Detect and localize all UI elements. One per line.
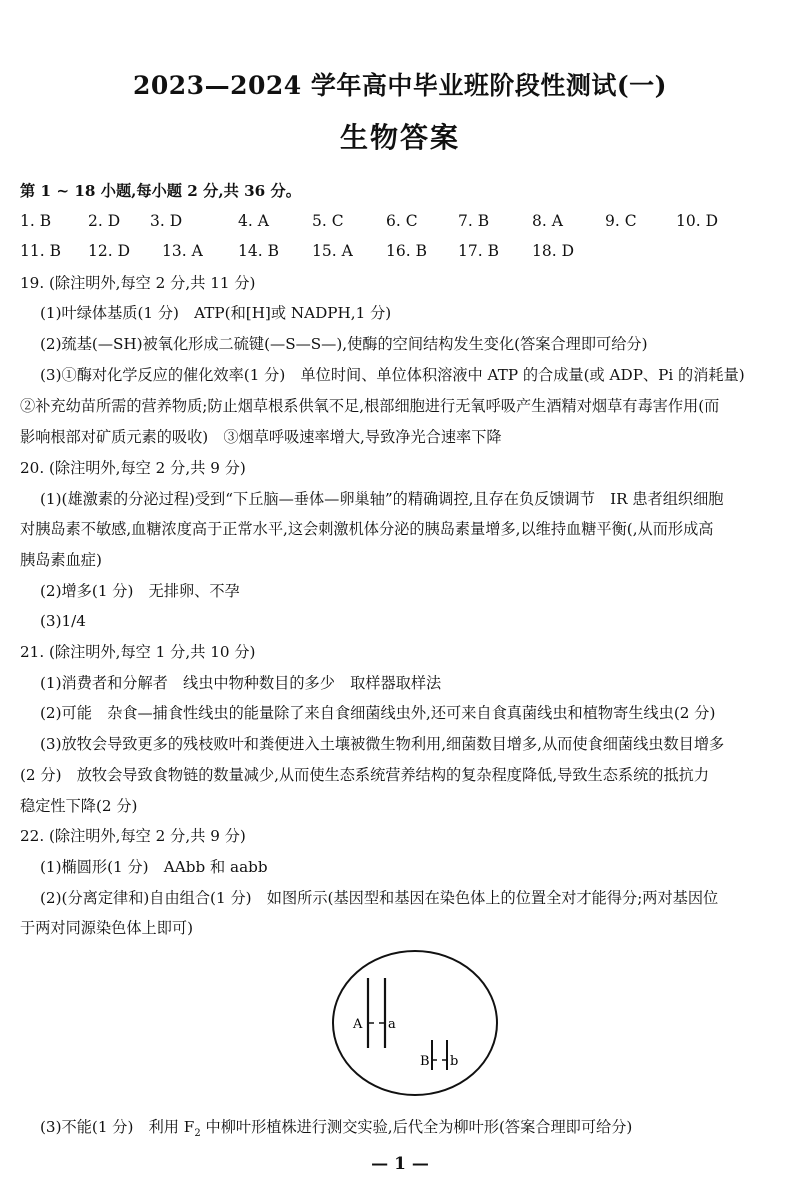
q20-line: 胰岛素血症) (20, 551, 102, 569)
q21-header: 21. (除注明外,每空 1 分,共 10 分) (20, 643, 256, 661)
q22-line: (1)椭圆形(1 分) AAbb 和 aabb (40, 858, 268, 876)
mc-header: 第 1 ~ 18 小题,每小题 2 分,共 36 分。 (20, 182, 301, 200)
mc-answer: 8. A (532, 212, 563, 230)
mc-answer: 17. B (458, 242, 499, 260)
q20-line: (2)增多(1 分) 无排卵、不孕 (40, 582, 240, 600)
q19-line: 影响根部对矿质元素的吸收) ③烟草呼吸速率增大,导致净光合速率下降 (20, 428, 502, 446)
mc-answer: 10. D (676, 212, 719, 230)
q21-line: (2)可能 杂食—捕食性线虫的能量除了来自食细菌线虫外,还可来自食真菌线虫和植物寄生线虫(2 分) (40, 704, 716, 722)
q19-header: 19. (除注明外,每空 2 分,共 11 分) (20, 274, 256, 292)
q21-line: (2 分) 放牧会导致食物链的数量减少,从而使生态系统营养结构的复杂程度降低,导致生态系统的抵抗力 (20, 766, 710, 784)
q21-line: 稳定性下降(2 分) (20, 797, 138, 815)
mc-answer: 14. B (238, 242, 279, 260)
mc-answer-row-1 (20, 212, 780, 232)
mc-answer: 13. A (162, 242, 203, 260)
mc-answer: 3. D (150, 212, 183, 230)
page-title: 2023—2024 学年高中毕业班阶段性测试(一) (132, 71, 668, 100)
label-B: B (420, 1054, 430, 1069)
q19-line: (2)巯基(—SH)被氧化形成二硫键(—S—S—),使酶的空间结构发生变化(答案合理即可给分) (40, 335, 648, 353)
q22-line: 于两对同源染色体上即可) (20, 919, 193, 937)
mc-answer: 9. C (605, 212, 637, 230)
q22-line3-subscript: 2 (194, 1128, 201, 1140)
mc-answer-row-2 (20, 242, 780, 262)
q22-header: 22. (除注明外,每空 2 分,共 9 分) (20, 827, 246, 845)
q22-line3-suffix: 中柳叶形植株进行测交实验,后代全为柳叶形(答案合理即可给分) (200, 1118, 633, 1136)
mc-answer: 15. A (312, 242, 353, 260)
mc-answer: 5. C (312, 212, 344, 230)
mc-answer: 7. B (458, 212, 490, 230)
mc-answer: 2. D (88, 212, 121, 230)
mc-answer: 11. B (20, 242, 61, 260)
mc-answer: 12. D (88, 242, 131, 260)
q19-line: (3)①酶对化学反应的催化效率(1 分) 单位时间、单位体积溶液中 ATP 的合成量(或 ADP、Pi 的消耗量) (40, 366, 745, 384)
mc-answer: 16. B (386, 242, 427, 260)
q21-line: (1)消费者和分解者 线虫中物种数目的多少 取样器取样法 (40, 674, 442, 692)
q21-line: (3)放牧会导致更多的残枝败叶和粪便进入土壤被微生物利用,细菌数目增多,从而使食细菌线虫数目增多 (40, 735, 725, 753)
chromosome-diagram (330, 948, 500, 1098)
q22-line3-prefix: (3)不能(1 分) 利用 F (40, 1118, 195, 1136)
q19-line: ②补充幼苗所需的营养物质;防止烟草根系供氧不足,根部细胞进行无氧呼吸产生酒精对烟草有毒害作用(而 (20, 397, 720, 415)
mc-answer: 4. A (238, 212, 269, 230)
page-subtitle: 生物答案 (339, 121, 460, 154)
q20-line: (1)(雄激素的分泌过程)受到“下丘脑—垂体—卵巢轴”的精确调控,且存在负反馈调节 IR 患者组织细胞 (40, 490, 724, 508)
q20-line: (3)1/4 (40, 612, 86, 630)
label-A: A (353, 1017, 363, 1032)
mc-answer: 18. D (532, 242, 575, 260)
q20-header: 20. (除注明外,每空 2 分,共 9 分) (20, 459, 246, 477)
label-a: a (388, 1017, 396, 1032)
q22-line-3 (40, 1117, 785, 1144)
mc-answer: 6. C (386, 212, 418, 230)
q19-line: (1)叶绿体基质(1 分) ATP(和[H]或 NADPH,1 分) (40, 304, 392, 322)
label-b: b (450, 1054, 459, 1069)
mc-answer: 1. B (20, 212, 52, 230)
page-number: — 1 — (371, 1154, 429, 1174)
q20-line: 对胰岛素不敏感,血糖浓度高于正常水平,这会刺激机体分泌的胰岛素量增多,以维持血糖平衡(,从而形成高 (20, 520, 714, 538)
q22-line: (2)(分离定律和)自由组合(1 分) 如图所示(基因型和基因在染色体上的位置全对才能得分;两对基因位 (40, 889, 719, 907)
